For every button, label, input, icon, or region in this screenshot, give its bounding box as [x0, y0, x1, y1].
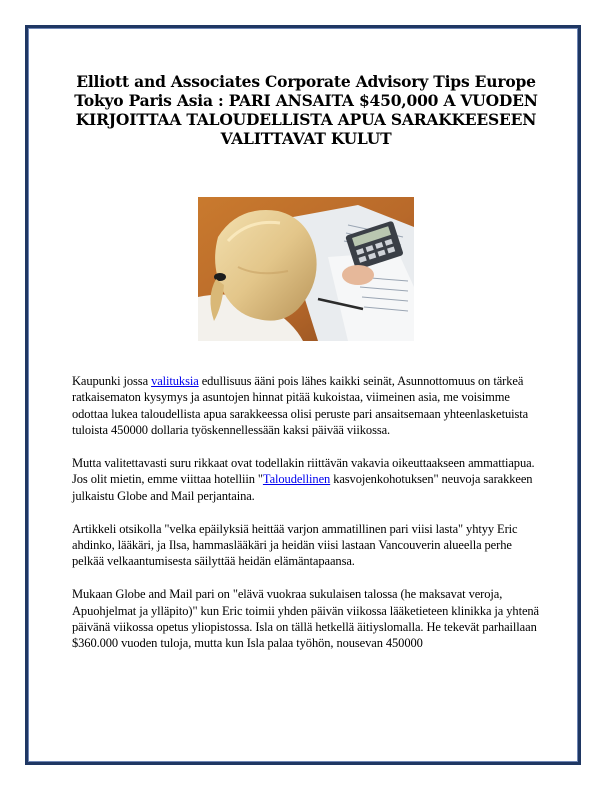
paragraph-2-text: Mutta valitettavasti suru rikkaat ovat todellakin riittävän vakavia oikeuttaakseen ammattiapua. Jos olit mietin, emme viittaa hotelliin "	[72, 456, 535, 487]
article-body	[72, 373, 544, 668]
article-photo	[198, 197, 414, 341]
link-valituksia[interactable]: valituksia	[151, 374, 199, 388]
paragraph-1-text-cont: edullisuus ääni pois lähes kaikki seinät, Asunnottomuus on tärkeä ratkaisematon kysymys ja asuntojen hinnat pitää kukoistaa, viimeinen asia, me voisimme odottaa lukea taloudellista apua sarakkeessa olisi peruste pari ansaitsemaan yhteenlasketuista tuloista 450000 dollaria työskennellessään kaksi päivää viikossa.	[72, 374, 529, 438]
paragraph-1-text: Kaupunki jossa	[72, 374, 152, 388]
paragraph-2	[72, 455, 544, 504]
document-title: Elliott and Associates Corporate Advisory Tips Europe Tokyo Paris Asia : PARI ANSAITA $450,000 A VUODEN KIRJOITTAA TALOUDELLISTA APUA SARAKKEESEEN VALITTAVAT KULUT	[74, 72, 538, 148]
paragraph-1	[72, 373, 544, 439]
paragraph-3: Artikkeli otsikolla "velka epäilyksiä heittää varjon ammatillinen pari viisi lasta" yhtyy Eric ahdinko, lääkäri, ja Ilsa, hammaslääkäri ja heidän viisi lastaan Vancouverin alueella perhe pelkää velkaantumisesta säilyttää heidän elämäntapaansa.	[72, 521, 518, 569]
paragraph-4: Mukaan Globe and Mail pari on "elävä vuokraa sukulaisen talossa (he maksavat veroja, Apuohjelmat ja ylläpito)" kun Eric toimii yhden päivän viikossa lääketieteen klinikka ja yhtenä päivänä viikossa opetus yliopistossa. Isla on tällä hetkellä äitiyslomalla. He tekevät parhaillaan $360.000 vuoden tuloja, mutta kun Isla palaa työhön, nousevan 450000	[72, 587, 540, 651]
link-taloudellinen[interactable]: Taloudellinen	[262, 472, 331, 487]
paragraph-2-text-cont: kasvojenkohotuksen" neuvoja sarakkeen julkaistu Globe and Mail perjantaina.	[72, 472, 533, 503]
